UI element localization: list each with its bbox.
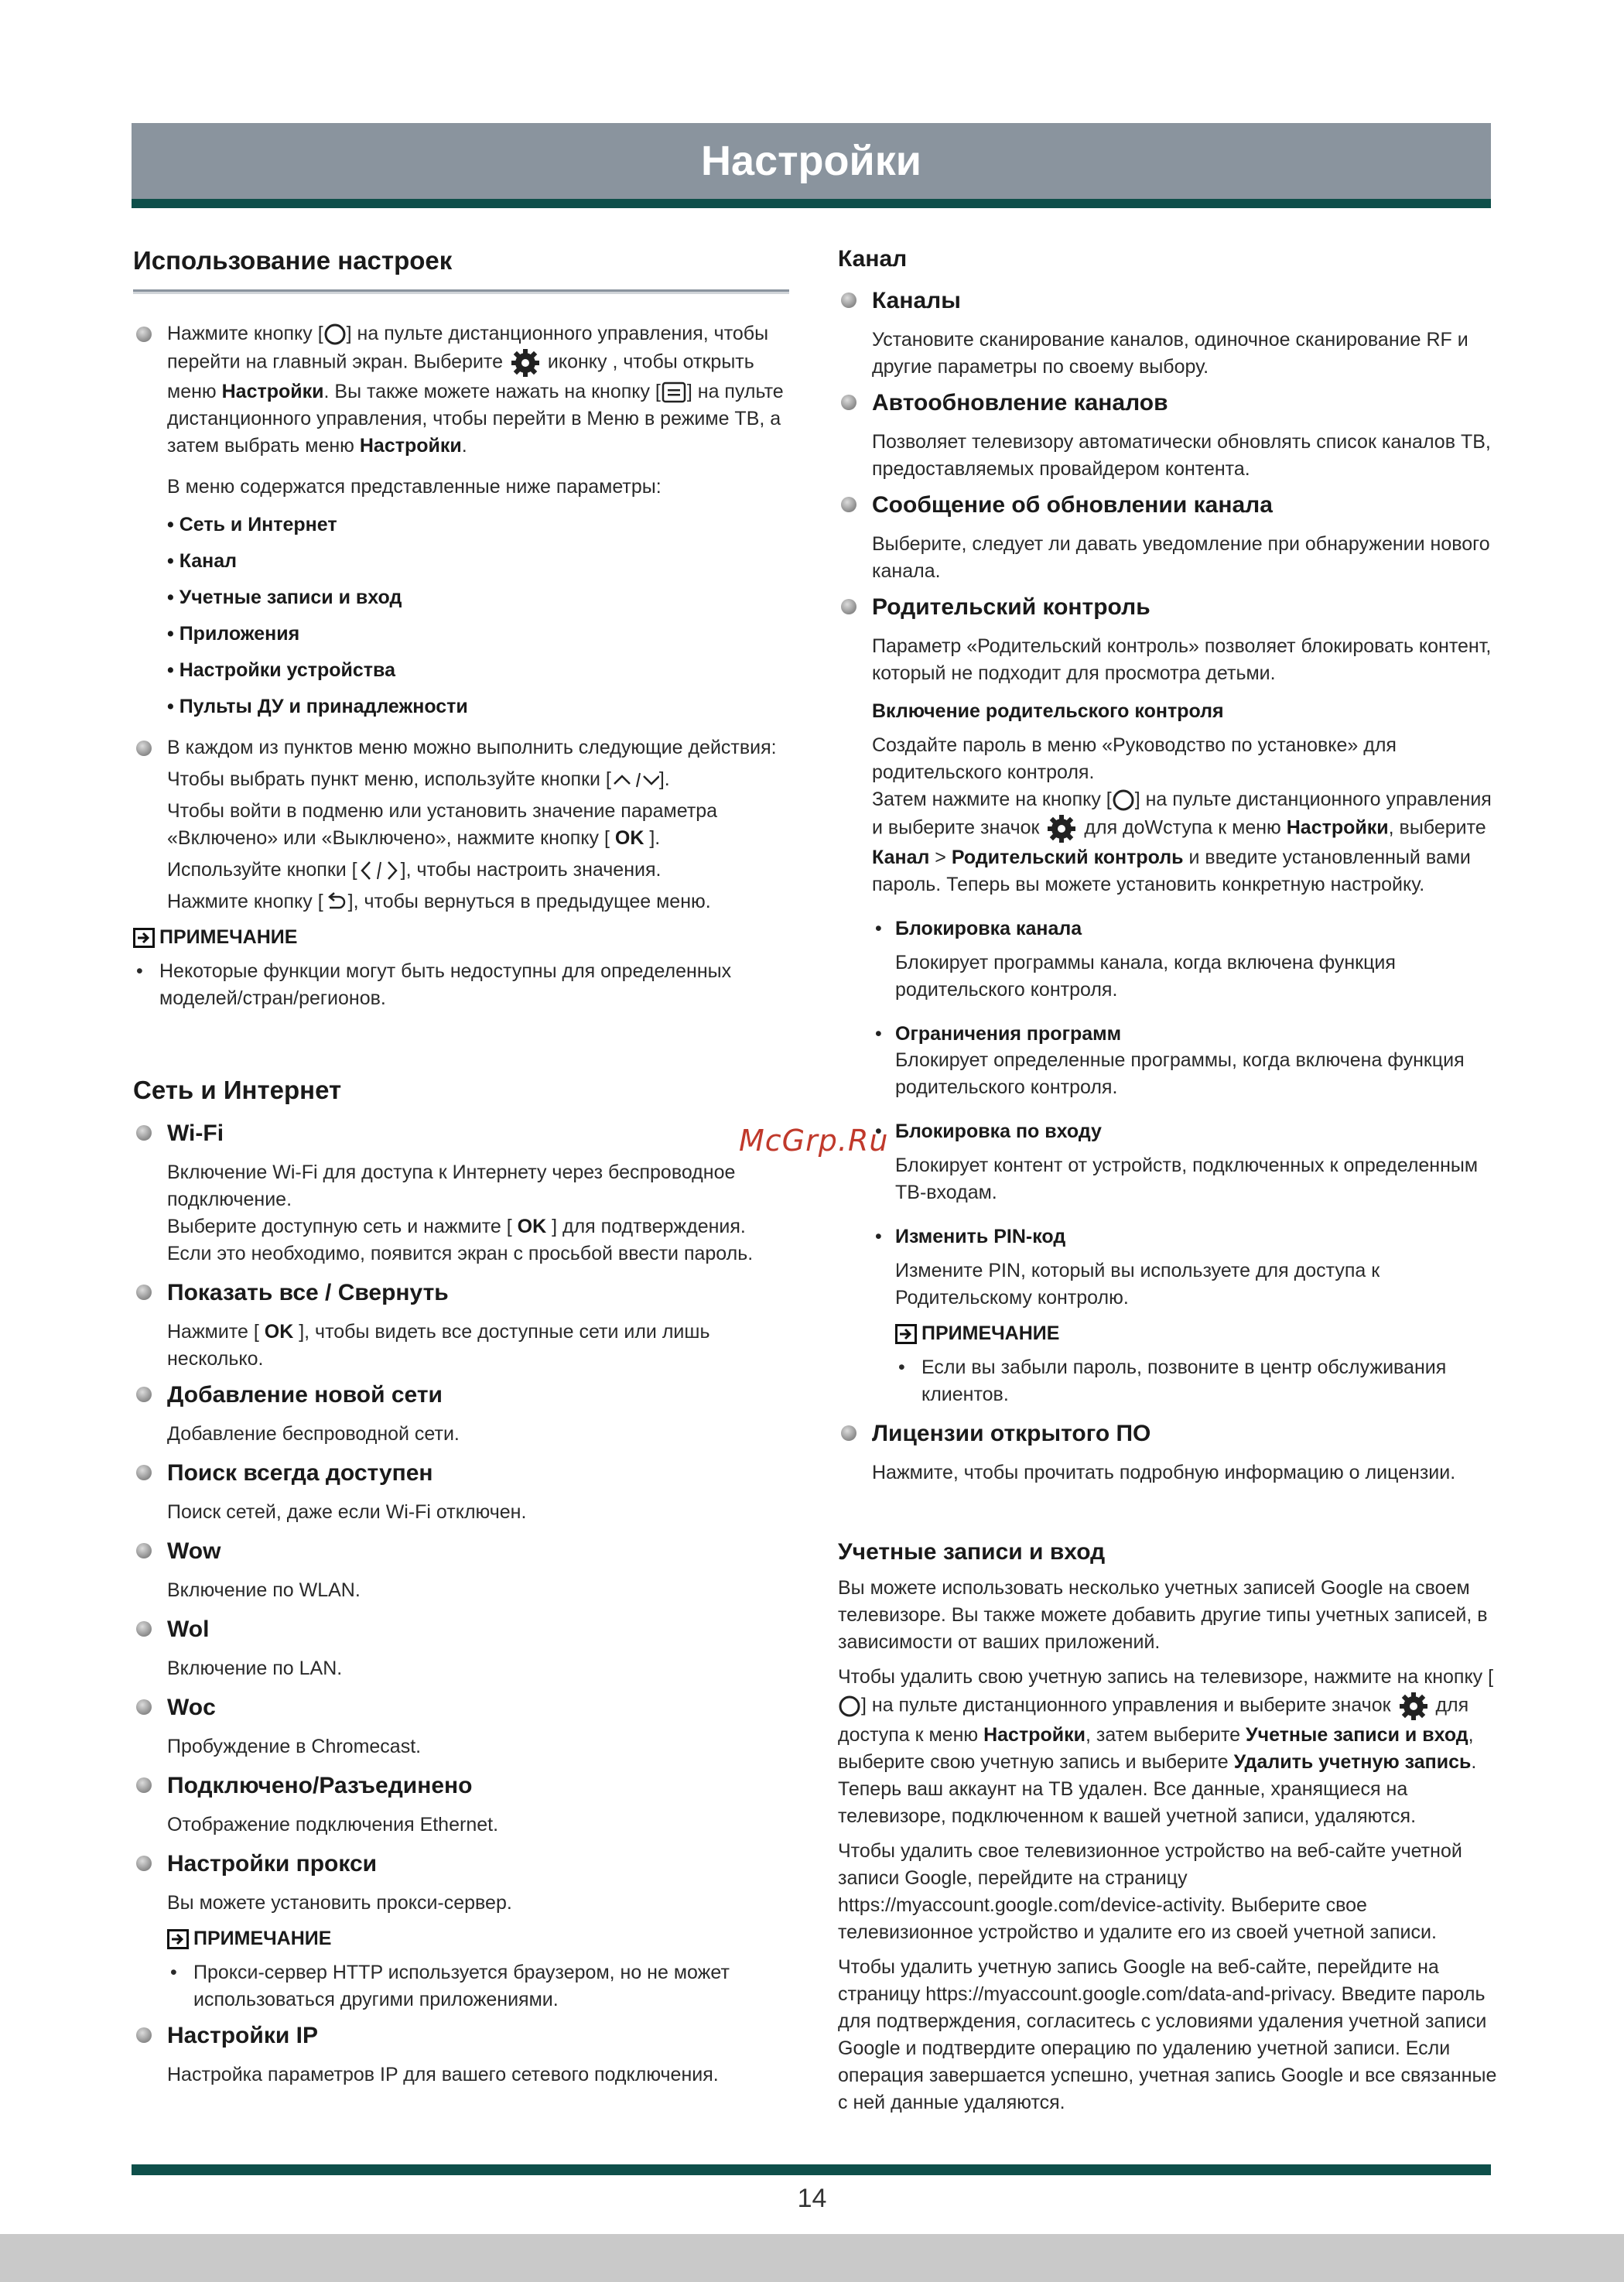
channels-item[interactable] bbox=[838, 286, 1497, 381]
list-item: • Сеть и Интернет bbox=[167, 514, 337, 535]
list-item: • Приложения bbox=[167, 623, 300, 645]
action-back: Нажмите кнопку [ ], чтобы вернуться в предыдущее меню. bbox=[167, 888, 789, 915]
parental-description: Параметр «Родительский контроль» позволяет блокировать контент, который не подходит для просмотра детьми. bbox=[872, 635, 1492, 684]
bullet-dot-icon bbox=[841, 497, 856, 512]
connection-item[interactable] bbox=[133, 1771, 789, 1839]
wifi-title: Wi-Fi bbox=[167, 1120, 224, 1146]
action-select: Чтобы выбрать пункт меню, используйте кнопки [ ]. bbox=[167, 768, 670, 790]
addnet-title: Добавление новой сети bbox=[167, 1382, 443, 1408]
list-item: • Учетные записи и вход bbox=[167, 587, 402, 608]
bullet-dot-icon bbox=[136, 1699, 152, 1715]
channel-section-title: Канал bbox=[838, 246, 908, 272]
lock-channel-description: Блокирует программы канала, когда включена функция родительского контроля. bbox=[895, 952, 1396, 1001]
usage-paragraph: Нажмите кнопку [ ] на пульте дистанционного управления, чтобы перейти на главный экран. Выберите иконку , чтобы открыть меню Настройки. Вы также можете нажать на кнопку [ ] на пульте дистанционного управления, чтобы перейти в Меню в режиме ТВ, а затем выбрать меню Настройки. bbox=[167, 323, 784, 457]
note-heading: ПРИМЕЧАНИЕ bbox=[133, 926, 789, 949]
channels-description: Установите сканирование каналов, одиночное сканирование RF и другие параметры по своему выбору. bbox=[872, 329, 1468, 378]
wifi-password: Если это необходимо, появится экран с просьбой ввести пароль. bbox=[167, 1243, 754, 1264]
section-divider bbox=[133, 289, 789, 294]
update-message-title: Сообщение об обновлении канала bbox=[872, 492, 1273, 518]
bullet-dot-icon bbox=[136, 1621, 152, 1637]
accounts-p3: Чтобы удалить свое телевизионное устройство на веб-сайте учетной записи Google, перейдите на страницу https://myaccount.google.com/device-activity. Выберите свое телевизионное устройство и удалите его из своей учетной записи. bbox=[838, 1840, 1462, 1943]
header-bar bbox=[132, 123, 1491, 208]
change-pin-option[interactable] bbox=[872, 1223, 1497, 1408]
wol-title: Wol bbox=[167, 1617, 210, 1642]
note-arrow-icon bbox=[167, 1929, 189, 1949]
parental-title: Родительский контроль bbox=[872, 594, 1150, 620]
wow-description: Включение по WLAN. bbox=[167, 1579, 361, 1601]
oss-license-item[interactable] bbox=[838, 1419, 1497, 1487]
usage-section-title: Использование настроек bbox=[133, 246, 453, 275]
proxy-description: Вы можете установить прокси-сервер. bbox=[167, 1892, 512, 1914]
proxy-note-heading: ПРИМЕЧАНИЕ bbox=[167, 1928, 789, 1950]
menu-icon bbox=[661, 381, 687, 404]
oss-license-description: Нажмите, чтобы прочитать подробную информацию о лицензии. bbox=[872, 1462, 1456, 1483]
home-circle-icon bbox=[1112, 789, 1135, 812]
usage-item-2 bbox=[133, 734, 789, 915]
watermark: McGrp.Ru bbox=[739, 1124, 889, 1158]
page-bottom-edge bbox=[0, 2234, 1624, 2282]
input-lock-option[interactable] bbox=[872, 1118, 1497, 1206]
wifi-item[interactable] bbox=[133, 1119, 789, 1268]
accounts-section-title: Учетные записи и вход bbox=[838, 1539, 1106, 1565]
proxy-title: Настройки прокси bbox=[167, 1851, 378, 1877]
lock-channel-title: • Блокировка канала bbox=[895, 918, 1082, 939]
accounts-p1: Вы можете использовать несколько учетных записей Google на своем телевизоре. Вы также можете добавить другие типы учетных записей, в зависимости от ваших приложений. bbox=[838, 1577, 1488, 1653]
ip-description: Настройка параметров IP для вашего сетевого подключения. bbox=[167, 2064, 719, 2085]
network-section-title: Сеть и Интернет bbox=[133, 1076, 342, 1104]
left-right-icon bbox=[357, 859, 401, 882]
note-arrow-icon bbox=[895, 1324, 917, 1344]
channels-title: Каналы bbox=[872, 288, 961, 313]
ip-title: Настройки IP bbox=[167, 2023, 318, 2048]
bullet-dot-icon bbox=[841, 293, 856, 308]
bullet-dot-icon bbox=[136, 1125, 152, 1141]
change-pin-title: • Изменить PIN-код bbox=[895, 1226, 1066, 1247]
bullet-dot-icon bbox=[136, 1856, 152, 1871]
accounts-p2: Чтобы удалить свою учетную запись на телевизоре, нажмите на кнопку [] на пульте дистанционного управления и выберите значок для доступа к меню Настройки, затем выберите Учетные записи и вход, выберите свою учетную запись и выберите Удалить учетную запись. Теперь ваш аккаунт на ТВ удален. Все данные, хранящиеся на телевизоре, подключенном к вашей учетной записи, удаляются. bbox=[838, 1666, 1494, 1827]
input-lock-description: Блокирует контент от устройств, подключенных к определенным ТВ-входам. bbox=[895, 1155, 1479, 1203]
connection-description: Отображение подключения Ethernet. bbox=[167, 1814, 499, 1836]
bullet-dot-icon bbox=[841, 599, 856, 614]
woc-description: Пробуждение в Chromecast. bbox=[167, 1736, 422, 1757]
scan-title: Поиск всегда доступен bbox=[167, 1460, 433, 1486]
home-circle-icon bbox=[323, 323, 347, 346]
bullet-dot-icon bbox=[136, 1777, 152, 1793]
list-item: • Настройки устройства bbox=[167, 659, 395, 681]
lock-channel-option[interactable] bbox=[872, 915, 1497, 1004]
input-lock-title: • Блокировка по входу bbox=[895, 1120, 1102, 1142]
autoupdate-title: Автообновление каналов bbox=[872, 390, 1168, 416]
page-title: Настройки bbox=[701, 138, 921, 184]
pin-note-text: • Если вы забыли пароль, позвоните в центр обслуживания клиентов. bbox=[895, 1354, 1497, 1408]
bullet-dot-icon bbox=[136, 741, 152, 756]
woc-title: Woc bbox=[167, 1695, 216, 1720]
gear-icon bbox=[1397, 1691, 1431, 1722]
parental-enable-p2: Затем нажмите на кнопку [ ] на пульте дистанционного управления и выберите значок для доWступа к меню Настройки, выберите Канал > Родительский контроль и введите установленный вами пароль. Теперь вы можете установить конкретную настройку. bbox=[872, 789, 1492, 895]
usage-item-1 bbox=[133, 320, 789, 720]
addnet-description: Добавление беспроводной сети. bbox=[167, 1423, 460, 1445]
addnet-item[interactable] bbox=[133, 1380, 789, 1448]
wol-description: Включение по LAN. bbox=[167, 1658, 343, 1679]
update-message-description: Выберите, следует ли давать уведомление при обнаружении нового канала. bbox=[872, 533, 1490, 582]
program-restrictions-title: • Ограничения программ bbox=[895, 1023, 1122, 1045]
autoupdate-description: Позволяет телевизору автоматически обновлять список каналов ТВ, предоставляемых провайдером контента. bbox=[872, 431, 1491, 480]
note-text: • Некоторые функции могут быть недоступны для определенных моделей/стран/регионов. bbox=[133, 958, 789, 1012]
proxy-item[interactable] bbox=[133, 1849, 789, 2013]
parental-item[interactable] bbox=[838, 593, 1497, 1408]
showall-item[interactable] bbox=[133, 1278, 789, 1373]
scan-item[interactable] bbox=[133, 1459, 789, 1526]
left-column bbox=[133, 246, 789, 2089]
bullet-dot-icon bbox=[841, 395, 856, 410]
parental-enable-p1: Создайте пароль в меню «Руководство по установке» для родительского контроля. bbox=[872, 734, 1397, 783]
list-item: • Пульты ДУ и принадлежности bbox=[167, 696, 468, 717]
menu-options-list bbox=[167, 511, 789, 720]
bullet-dot-icon bbox=[841, 1425, 856, 1441]
up-down-icon bbox=[611, 770, 659, 790]
proxy-note-text: • Прокси-сервер HTTP используется браузером, но не может использоваться другими приложениями. bbox=[167, 1959, 789, 2013]
ip-item[interactable] bbox=[133, 2021, 789, 2089]
pin-note-heading: ПРИМЕЧАНИЕ bbox=[895, 1322, 1497, 1345]
showall-title: Показать все / Свернуть bbox=[167, 1280, 449, 1305]
oss-license-title: Лицензии открытого ПО bbox=[872, 1421, 1151, 1446]
scan-description: Поиск сетей, даже если Wi-Fi отключен. bbox=[167, 1501, 527, 1523]
program-restrictions-option[interactable] bbox=[872, 1021, 1497, 1101]
parental-enable-title: Включение родительского контроля bbox=[872, 700, 1224, 722]
bullet-dot-icon bbox=[136, 1285, 152, 1300]
wol-item[interactable] bbox=[133, 1615, 789, 1682]
wifi-description: Включение Wi-Fi для доступа к Интернету через беспроводное подключение. bbox=[167, 1162, 736, 1210]
connection-title: Подключено/Разъединено bbox=[167, 1773, 473, 1798]
page-number: 14 bbox=[797, 2184, 827, 2213]
wow-title: Wow bbox=[167, 1538, 221, 1564]
action-enter: Чтобы войти в подменю или установить значение параметра «Включено» или «Выключено», нажмите кнопку [ OK ]. bbox=[167, 800, 718, 849]
accounts-p4: Чтобы удалить учетную запись Google на веб-сайте, перейдите на страницу https://myaccount.google.com/data-and-privacy. Введите пароль для подтверждения, согласитесь с условиями удаления учетной записи Google и подтвердите операцию по удалению учетной записи. Если операция завершается успешно, учетная запись Google и все связанные с ней данные удаляются. bbox=[838, 1956, 1497, 2113]
right-column bbox=[838, 246, 1497, 2116]
bullet-dot-icon bbox=[136, 1387, 152, 1402]
list-item: • Канал bbox=[167, 550, 238, 572]
back-icon bbox=[323, 891, 348, 914]
gear-icon bbox=[508, 347, 542, 378]
bullet-dot-icon bbox=[136, 1465, 152, 1480]
note-arrow-icon bbox=[133, 928, 155, 948]
actions-intro: В каждом из пунктов меню можно выполнить следующие действия: bbox=[167, 737, 777, 758]
gear-icon bbox=[1044, 813, 1079, 844]
update-message-item[interactable] bbox=[838, 491, 1497, 585]
wifi-select: Выберите доступную сеть и нажмите [ OK ] для подтверждения. bbox=[167, 1216, 746, 1237]
bullet-dot-icon bbox=[136, 1543, 152, 1558]
showall-description: Нажмите [ OK ], чтобы видеть все доступные сети или лишь несколько. bbox=[167, 1321, 710, 1370]
home-circle-icon bbox=[838, 1695, 861, 1718]
woc-item[interactable] bbox=[133, 1693, 789, 1760]
action-adjust: Используйте кнопки [ ], чтобы настроить значения. bbox=[167, 857, 789, 884]
bullet-dot-icon bbox=[136, 327, 152, 342]
menu-intro: В меню содержатся представленные ниже параметры: bbox=[167, 476, 662, 498]
program-restrictions-description: Блокирует определенные программы, когда включена функция родительского контроля. bbox=[895, 1049, 1465, 1098]
bullet-dot-icon bbox=[136, 2027, 152, 2043]
wow-item[interactable] bbox=[133, 1537, 789, 1604]
autoupdate-item[interactable] bbox=[838, 388, 1497, 483]
change-pin-description: Измените PIN, который вы используете для доступа к Родительскому контролю. bbox=[895, 1260, 1380, 1309]
footer-divider bbox=[132, 2164, 1491, 2175]
